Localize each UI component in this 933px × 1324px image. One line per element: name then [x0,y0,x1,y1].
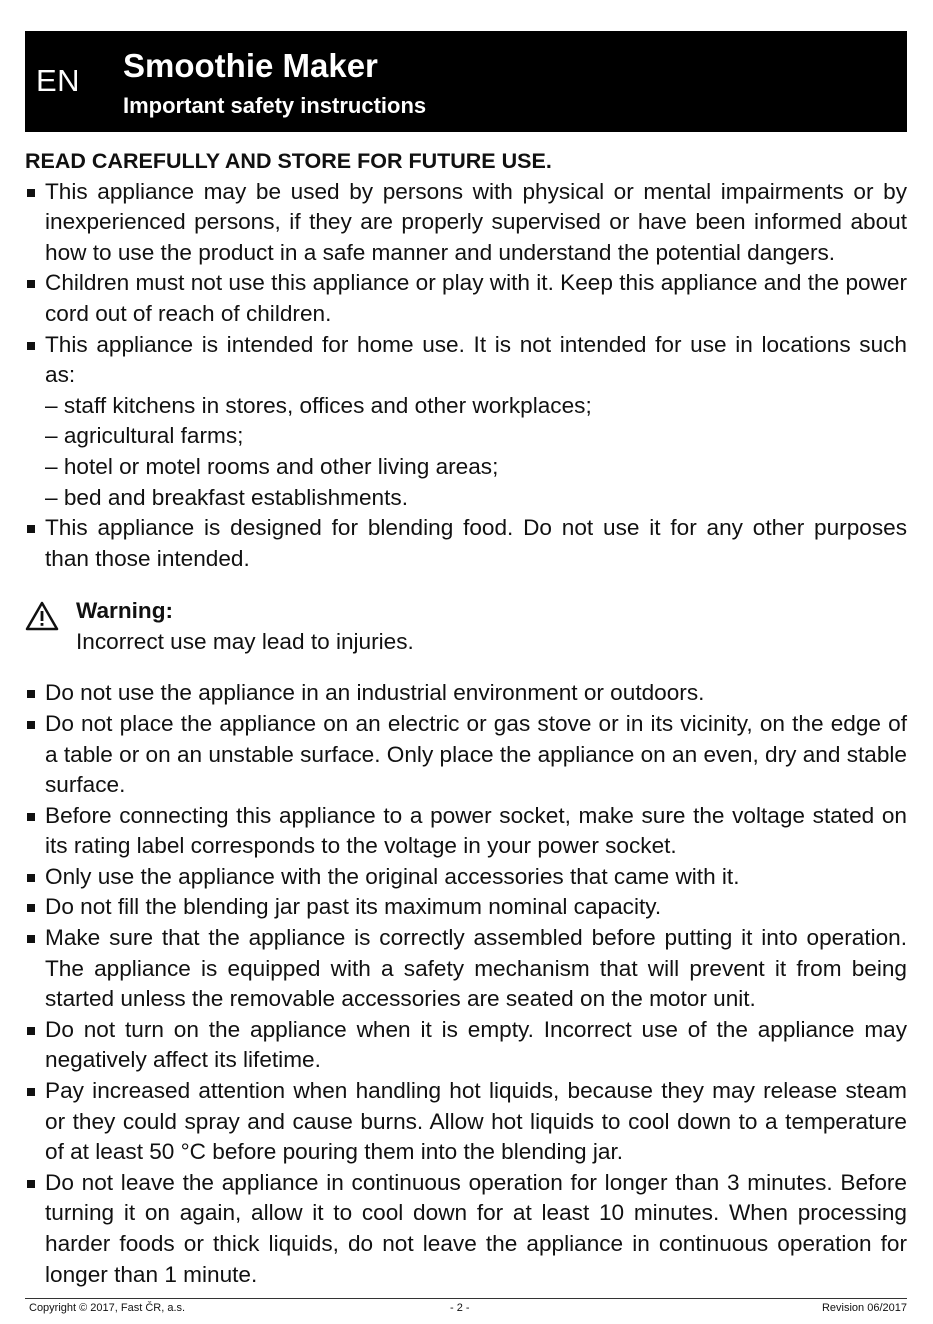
list-item: Do not leave the appliance in continuous operation for longer than 3 minutes. Before turning it on again, allow it to cool down for at least 10 minutes. When processing harder foods or thick liquids, do not leave the appliance in continuous operation for longer than 1 minute. [25,1168,907,1290]
bullet-icon [27,904,35,912]
bullet-icon [27,690,35,698]
list-item: Do not use the appliance in an industrial environment or outdoors. [25,678,907,709]
document-subtitle: Important safety instructions [123,93,427,118]
sub-item: – staff kitchens in stores, offices and other workplaces; [45,392,592,418]
bullet-icon [27,813,35,821]
bullet-icon [27,721,35,729]
warning-box [25,596,907,658]
list-item: This appliance is intended for home use. It is not intended for use in locations such as: – staff kitchens in stores, offices and other workplaces; – agricultural farms; – hotel or motel rooms and other living areas; – bed and breakfast establishments. [25,330,907,514]
bullet-icon [27,1027,35,1035]
document-title: Smoothie Maker [123,47,378,84]
list-item: Do not turn on the appliance when it is empty. Incorrect use of the appliance may negatively affect its lifetime. [25,1015,907,1076]
read-notice: READ CAREFULLY AND STORE FOR FUTURE USE. [25,149,552,173]
bullet-icon [27,342,35,350]
language-code: EN [36,63,81,98]
bullet-icon [27,280,35,288]
list-item: This appliance is designed for blending food. Do not use it for any other purposes than those intended. [25,513,907,574]
warning-triangle-icon [25,601,59,631]
location-sublist [45,391,907,513]
sub-item: – agricultural farms; [45,423,244,449]
bullet-icon [27,935,35,943]
list-item: Do not fill the blending jar past its maximum nominal capacity. [25,892,907,923]
bullet-icon [27,1180,35,1188]
footer-revision: Revision 06/2017 [821,1302,907,1314]
footer-page-number: - 2 - [450,1302,470,1314]
list-item: Before connecting this appliance to a power socket, make sure the voltage stated on its rating label corresponds to the voltage in your power socket. [25,801,907,862]
sub-item: – bed and breakfast establishments. [45,484,408,510]
warning-text: Incorrect use may lead to injuries. [76,628,414,654]
sub-item: – hotel or motel rooms and other living areas; [45,453,499,479]
list-item: This appliance may be used by persons with physical or mental impairments or by inexperienced persons, if they are properly supervised or have been informed about how to use the product in a safe manner and understand the potential dangers. [25,177,907,269]
list-item: Make sure that the appliance is correctly assembled before putting it into operation. The appliance is equipped with a safety mechanism that will prevent it from being started unless the removable accessories are seated on the motor unit. [25,923,907,1015]
safety-list-bottom [25,678,907,1290]
list-item: Do not place the appliance on an electric or gas stove or in its vicinity, on the edge of a table or on an unstable surface. Only place the appliance on an even, dry and stable surface. [25,709,907,801]
bullet-icon [27,874,35,882]
bullet-icon [27,525,35,533]
footer-copyright: Copyright © 2017, Fast ČR, a.s. [29,1302,186,1314]
warning-title: Warning: [76,598,174,624]
bullet-icon [27,189,35,197]
bullet-icon [27,1088,35,1096]
list-item: Only use the appliance with the original accessories that came with it. [25,862,907,893]
safety-list-top [25,177,907,575]
footer-divider [25,1298,907,1299]
instructions-body [25,146,907,1290]
page-header [25,31,907,132]
list-item: Children must not use this appliance or play with it. Keep this appliance and the power cord out of reach of children. [25,268,907,329]
list-item: Pay increased attention when handling hot liquids, because they may release steam or they could spray and cause burns. Allow hot liquids to cool down to a temperature of at least 50 °C before pouring them into the blending jar. [25,1076,907,1168]
